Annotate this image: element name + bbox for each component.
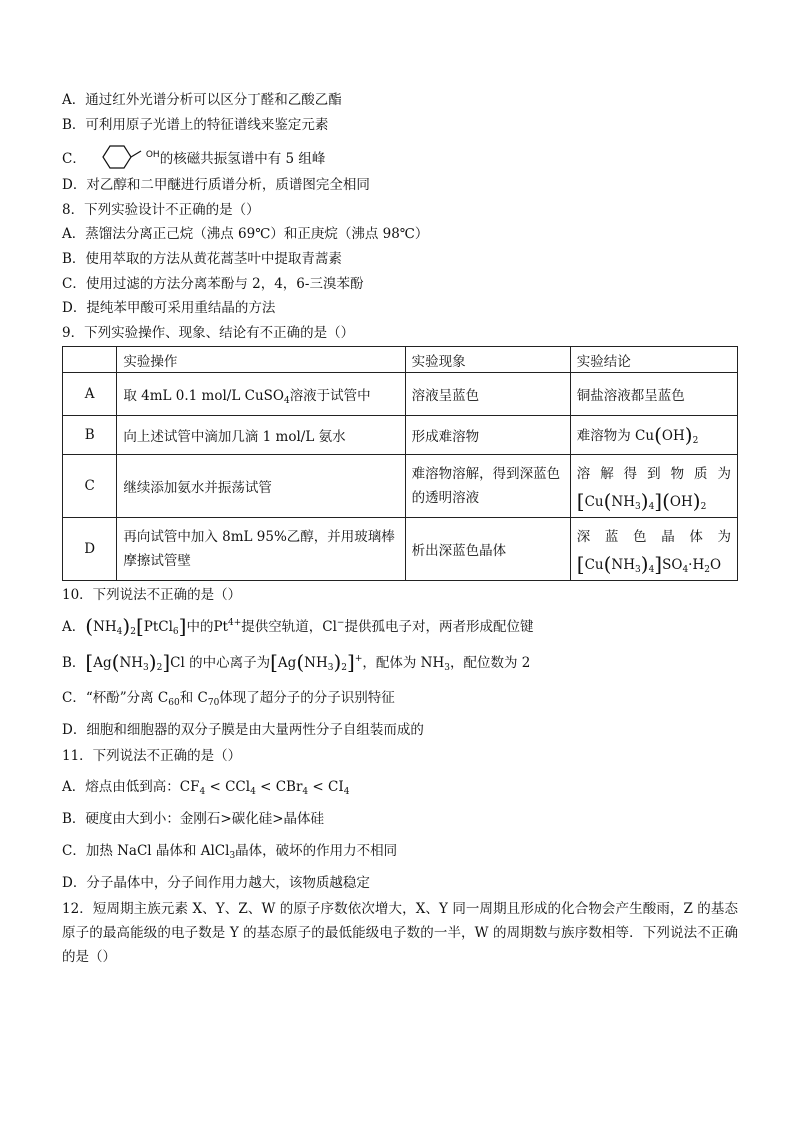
q7-option-b: B．可利用原子光谱上的特征谱线来鉴定元素 [62,116,329,133]
q10-option-a: A．$(NH_4)_2[PtCl_6]$中的$Pt^{4+}$提供空轨道，Cl−提供孤电子对，两者形成配位键 [62,613,534,638]
header-blank-cell [63,347,117,373]
row-operation: 再向试管中加入 8mL 95%乙醇，并用玻璃棒摩擦试管壁 [117,518,405,581]
q10-option-d: D．细胞和细胞器的双分子膜是由大量两性分子自组装而成的 [62,721,424,738]
row-label: D [63,518,117,581]
q11-option-a: A．熔点由低到高：$CF_4 < CCl_4 < CBr_4 < CI_4$ [62,778,350,797]
row-operation: 继续添加氨水并振荡试管 [117,455,405,518]
q10-option-b: B．$[Ag(NH_3)_2]Cl$ 的中心离子为$[Ag(NH_3)_2]^+$，配体为 $NH_3$，配位数为 2 [62,649,531,674]
q10-stem: 10．下列说法不正确的是（） [62,587,242,604]
row-conclusion: 深蓝色晶体为 $[Cu(NH_3)_4]SO_4\cdot H_2O$ [570,518,737,581]
q11-option-d: D．分子晶体中，分子间作用力越大，该物质越稳定 [62,874,370,891]
q12-stem: 12．短周期主族元素 X、Y、Z、W 的原子序数依次增大，X、Y 同一周期且形成的化合物会产生酸雨，Z 的基态原子的最高能级的电子数是 Y 的基态原子的最低能级电子数的一半，W 的周期数与族序数相等．下列说法不正确的是（） [62,900,738,965]
table-row [63,518,738,581]
q8-stem: 8．下列实验设计不正确的是（） [62,201,260,218]
table-row [63,455,738,518]
row-label: C [63,455,117,518]
header-conclusion: 实验结论 [570,347,737,373]
header-phenomenon: 实验现象 [405,347,570,373]
q10-option-c: C．“杯酚”分离 $C_{60}$和 $C_{70}$体现了超分子的分子识别特征 [62,689,395,708]
q8-option-b: B．使用萃取的方法从黄花蒿茎叶中提取青蒿素 [62,250,342,267]
row-conclusion: 铜盐溶液都呈蓝色 [570,373,737,416]
row-operation: 取 4mL 0.1 mol/L CuSO$_4$溶液于试管中 [117,373,405,416]
q8-option-a: A．蒸馏法分离正己烷（沸点 69℃）和正庚烷（沸点 98℃） [62,226,429,243]
cyclohexanol-structure-icon [94,142,144,172]
row-operation: 向上述试管中滴加几滴 1 mol/L 氨水 [117,416,405,455]
q11-option-c: C．加热 NaCl 晶体和 AlCl$_3$晶体，破坏的作用力不相同 [62,842,398,861]
table-row [63,416,738,455]
table-row [63,373,738,416]
q11-stem: 11．下列说法不正确的是（） [62,747,242,764]
row-conclusion: 溶解得到物质为 $[Cu(NH_3)_4](OH)_2$ [570,455,737,518]
header-operation: 实验操作 [117,347,405,373]
row-phenomenon: 溶液呈蓝色 [405,373,570,416]
q7-option-c: C． $^{OH}$的核磁共振氢谱中有 5 组峰 [62,137,738,173]
hydroxyl-label: OH [145,150,160,161]
q7-option-a: A．通过红外光谱分析可以区分丁醛和乙酸乙酯 [62,92,342,108]
table-header-row [63,347,738,373]
exam-page [62,88,738,969]
row-phenomenon: 析出深蓝色晶体 [405,518,570,581]
row-label: B [63,416,117,455]
experiment-table [62,346,738,581]
q8-option-c: C．使用过滤的方法分离苯酚与 2，4，6-三溴苯酚 [62,275,364,292]
q9-stem: 9．下列实验操作、现象、结论有不正确的是（） [62,324,355,341]
row-phenomenon: 难溶物溶解，得到深蓝色的透明溶液 [405,455,570,518]
q8-option-d: D．提纯苯甲酸可采用重结晶的方法 [62,300,276,317]
row-phenomenon: 形成难溶物 [405,416,570,455]
row-conclusion: 难溶物为 $Cu(OH)_2$ [570,416,737,455]
row-label: A [63,373,117,416]
q7-option-d: D．对乙醇和二甲醚进行质谱分析，质谱图完全相同 [62,177,370,194]
q11-option-b: B．硬度由大到小：金刚石>碳化硅>晶体硅 [62,810,325,827]
